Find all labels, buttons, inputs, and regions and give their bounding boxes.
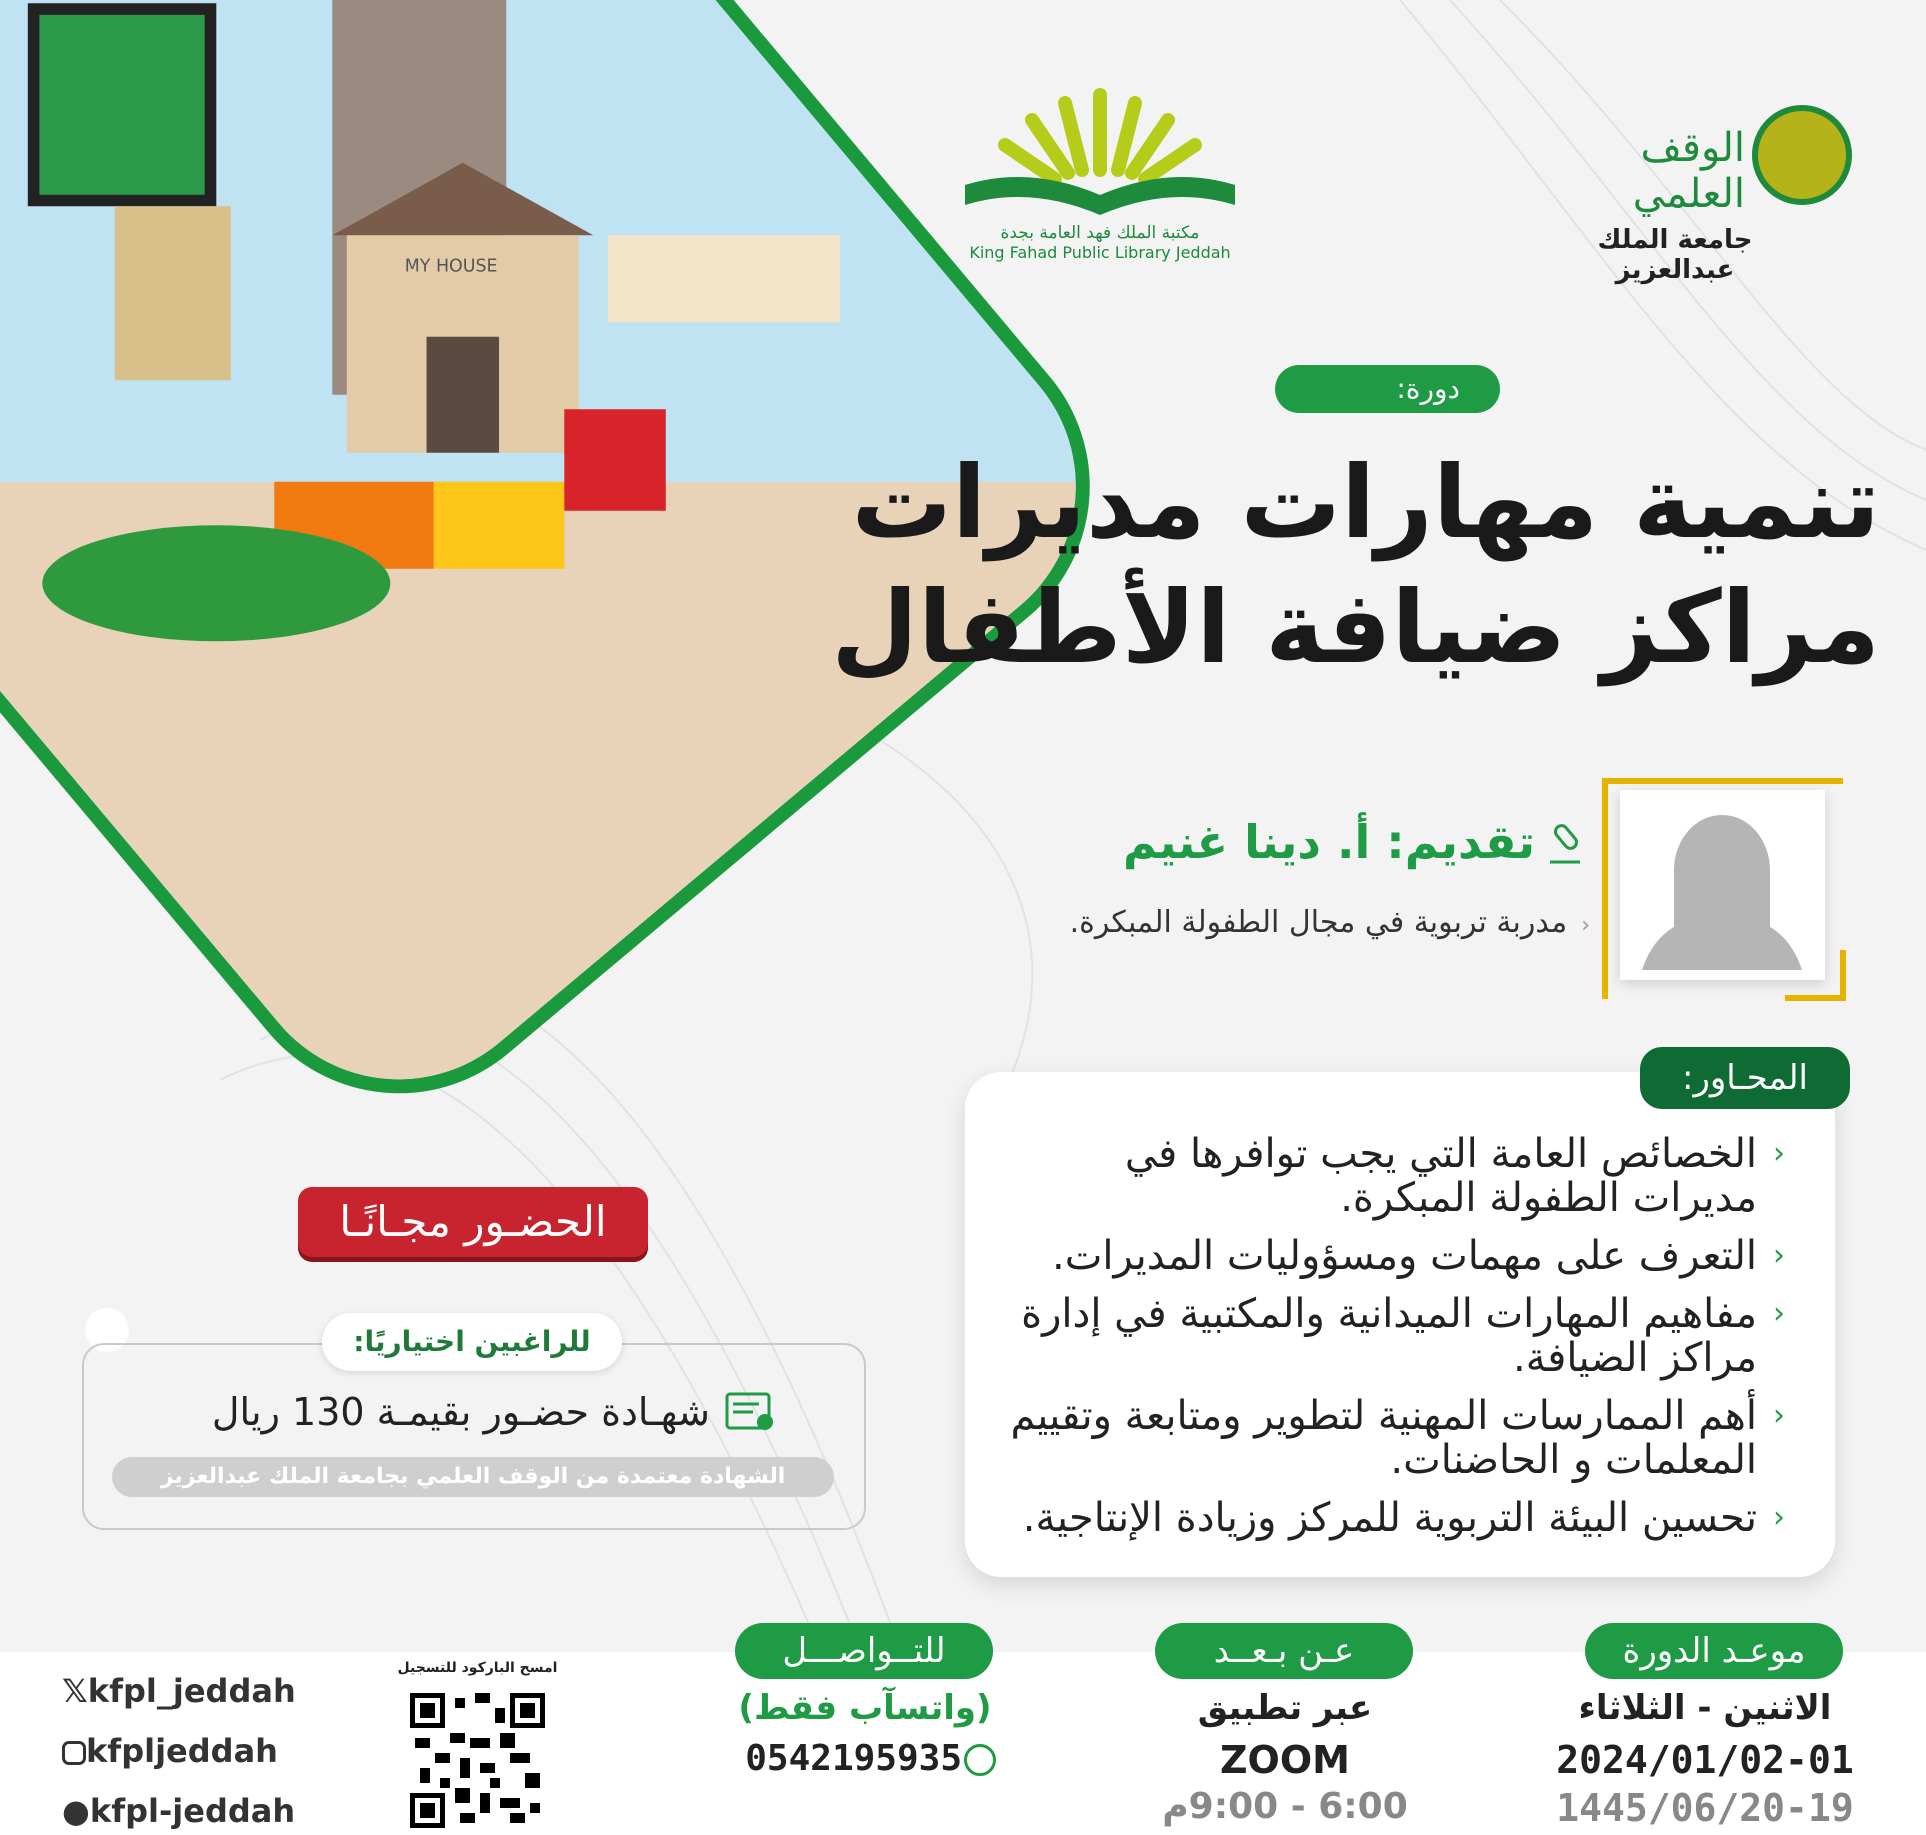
contact-note: (واتسآب فقط) [738,1688,992,1728]
chevron-left-icon: ‹ [1773,1136,1785,1171]
remote-time: 6:00 - 9:00م [1162,1786,1408,1827]
axes-label: المحـاور: [1640,1047,1850,1109]
chevron-left-icon: ‹ [1773,1296,1785,1331]
remote-label: عـن بـعــد [1155,1623,1413,1679]
waqf-name: الوقف العلمي [1632,125,1745,217]
certificate-note: الشهادة معتمدة من الوقف العلمي بجامعة الملك عبدالعزيز [112,1457,834,1497]
whatsapp-icon [964,1744,996,1776]
social-snapchat[interactable] [62,1792,295,1830]
axes-card [965,1072,1835,1577]
course-title [820,440,1880,690]
waqf-emblem-icon [1752,105,1852,205]
free-attendance-badge: الحضـور مجـانًـا [298,1187,648,1257]
axes-item: ‹ الخصائص العامة التي يجب توافرها في مديرات الطفولة المبكرة. [1124,1131,1785,1221]
presenter-name: تقديم: أ. دينا غنيم [1123,815,1535,869]
schedule-days: الاثنين - الثلاثاء [1578,1688,1832,1728]
certificate-icon [725,1392,777,1434]
library-logo [960,75,1240,275]
remote-via: عبر تطبيق [1197,1688,1373,1728]
contact-phone[interactable]: 0542195935 [745,1738,962,1779]
library-name-ar: مكتبة الملك فهد العامة بجدة [1000,223,1200,243]
library-name-en: King Fahad Public Library Jeddah [969,243,1231,262]
social-instagram[interactable] [62,1732,278,1770]
course-label: دورة: [1275,365,1500,413]
optional-label: للراغبين اختياريًا: [322,1313,622,1371]
presenter-bio [950,905,1590,940]
chevron-left-icon: ‹ [1773,1238,1785,1273]
qr-caption: امسح الباركود للتسجيل [397,1660,558,1676]
chevron-left-icon: ‹ [1581,913,1590,938]
social-x-handle: kfpl_jeddah [87,1672,296,1710]
snapchat-icon: ● [62,1792,90,1830]
photo-corner-bottom [1785,950,1846,1001]
course-title-line1: تنمية مهارات مديرات [851,444,1880,561]
certificate-text: شهـادة حضـور بقيمـة 130 ريال [211,1390,710,1434]
contact-label: للتــواصـــل [735,1623,993,1679]
instagram-icon [62,1741,86,1765]
remote-app: ZOOM [1220,1738,1350,1782]
axes-list [965,1072,1835,1540]
waqf-logo [1540,95,1880,285]
university-name: جامعة الملك عبدالعزيز [1597,225,1753,285]
axes-item: ‹ تحسين البيئة التربوية للمركز وزيادة الإنتاجية. [1022,1495,1785,1541]
chevron-left-icon: ‹ [1773,1398,1785,1433]
microphone-icon [1540,818,1590,868]
axes-item: ‹ أهم الممارسات المهنية لتطوير ومتابعة وتقييم المعلمات و الحاضنات. [1010,1393,1785,1483]
schedule-label: موعـد الدورة [1585,1623,1843,1679]
house-label: MY HOUSE [404,256,498,277]
axes-item: ‹ التعرف على مهمات ومسؤوليات المديرات. [1052,1233,1785,1279]
social-x[interactable] [62,1672,296,1710]
chevron-left-icon: ‹ [1773,1500,1785,1535]
social-snapchat-handle: kfpl-jeddah [89,1792,296,1830]
axes-item: ‹ مفاهيم المهارات الميدانية والمكتبية في إدارة مراكز الضيافة. [1021,1291,1785,1381]
presenter-bio-text: مدربة تربوية في مجال الطفولة المبكرة. [1069,905,1568,940]
x-icon: 𝕏 [62,1672,88,1710]
schedule-date-hijri: 1445/06/20-19 [1556,1786,1854,1830]
schedule-date-greg: 2024/01/02-01 [1556,1738,1854,1782]
social-instagram-handle: kfpljeddah [86,1732,278,1770]
certificate-box [82,1343,866,1530]
qr-code[interactable] [410,1693,545,1828]
book-sunrise-icon [960,75,1240,215]
course-title-line2: مراكز ضيافة الأطفال [831,569,1880,686]
